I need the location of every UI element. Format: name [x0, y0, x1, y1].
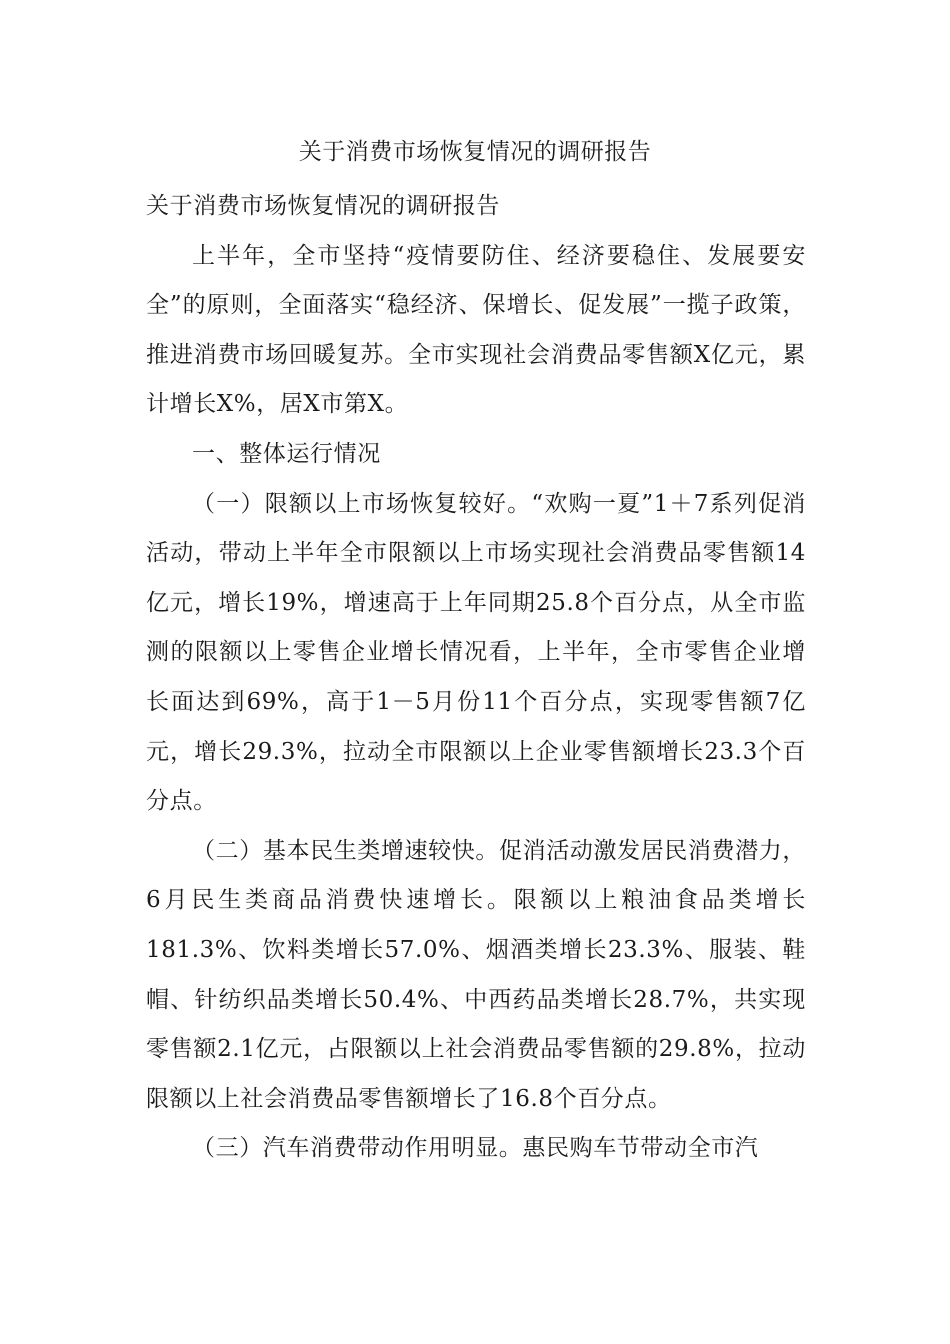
document-subtitle: 关于消费市场恢复情况的调研报告	[146, 193, 500, 219]
document-title: 关于消费市场恢复情况的调研报告	[298, 139, 652, 165]
paragraph-section-2: （二）基本民生类增速较快。促消活动激发居民消费潜力，6月民生类商品消费快速增长。限额以上粮油食品类增长181.3%、饮料类增长57.0%、烟酒类增长23.3%、服装、鞋帽、针纺织品类增长50.4%、中西药品类增长28.7%，共实现零售额2.1亿元，占限额以上社会消费品零售额的29.8%，拉动限额以上社会消费品零售额增长了16.8个百分点。	[146, 837, 806, 1112]
paragraph-section-3: （三）汽车消费带动作用明显。惠民购车节带动全市汽	[192, 1135, 759, 1162]
document-body	[146, 182, 806, 1174]
paragraph-intro: 上半年，全市坚持“疫情要防住、经济要稳住、发展要安全”的原则，全面落实“稳经济、保增长、促发展”一揽子政策，推进消费市场回暖复苏。全市实现社会消费品零售额X亿元，累计增长X%，居X市第X。	[146, 242, 806, 418]
paragraph-section-1: （一）限额以上市场恢复较好。“欢购一夏”1＋7系列促消活动，带动上半年全市限额以上市场实现社会消费品零售额14亿元，增长19%，增速高于上年同期25.8个百分点，从全市监测的限额以上零售企业增长情况看，上半年，全市零售企业增长面达到69%，高于1－5月份11个百分点，实现零售额7亿元，增长29.3%，拉动全市限额以上企业零售额增长23.3个百分点。	[146, 490, 806, 815]
section-heading-overall: 一、整体运行情况	[192, 440, 381, 467]
